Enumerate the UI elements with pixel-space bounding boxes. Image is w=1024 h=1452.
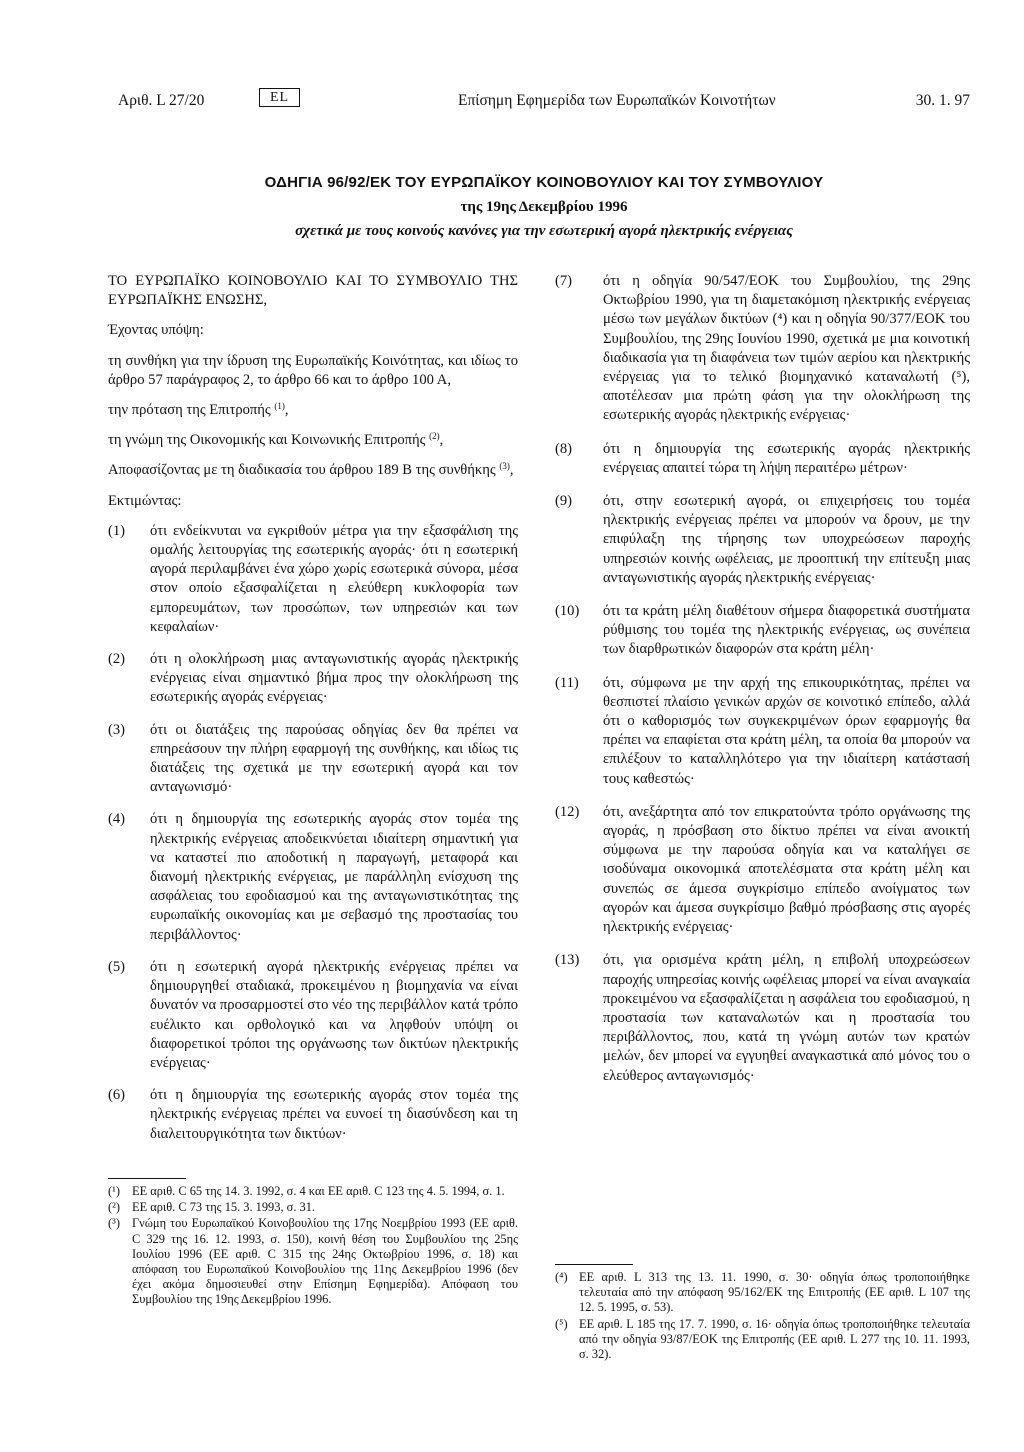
recital-number: (13) xyxy=(555,952,580,969)
recital xyxy=(555,602,970,660)
footnote-mark: (¹) xyxy=(108,1184,120,1198)
recital-number: (5) xyxy=(108,958,126,975)
recital xyxy=(555,272,970,426)
recital xyxy=(108,1086,518,1144)
recital-number: (11) xyxy=(555,674,579,691)
recital xyxy=(555,440,970,478)
recital xyxy=(108,958,518,1073)
recital-text: ότι, για ορισμένα κράτη μέλη, η επιβολή υποχρεώσεων παροχής υπηρεσίας κοινής ωφέλειας μπορεί να είναι αναγκαία προκειμένου να εξασφαλίζεται η ασφάλεια του εφοδιασμού, η προστασία των καταναλωτών και η προστασία του περιβάλλοντος, που, κατά τη γνώμη αυτών των κρατών μελών, δεν μπορεί να εγγυηθεί αναγκαστικά από μόνος του ο ελεύθερος ανταγωνισμός· xyxy=(603,952,970,1084)
footnote-text: Γνώμη του Ευρωπαϊκού Κοινοβουλίου της 17ης Νοεμβρίου 1993 (ΕΕ αριθ. C 329 της 16. 12. 1993, σ. 150), κοινή θέση του Συμβουλίου της 25ης Ιουλίου 1996 (ΕΕ αριθ. C 315 της 24ης Οκτωβρίου 1996, σ. 18) και απόφαση του Ευρωπαϊκού Κοινοβουλίου της 11ης Δεκεμβρίου 1996 (δεν έχει ακόμα δημοσιευθεί στην Επίσημη Εφημερίδα). Απόφαση του Συμβουλίου της 19ης Δεκεμβρίου 1996. xyxy=(132,1216,518,1307)
footnote xyxy=(555,1317,970,1363)
recital xyxy=(108,522,518,637)
footnote-ref: (1) xyxy=(274,401,285,412)
language-badge: EL xyxy=(259,88,300,107)
recital xyxy=(555,492,970,588)
footnote-ref: (3) xyxy=(499,461,510,472)
opinion-citation: τη γνώμη της Οικονομικής και Κοινωνικής Επιτροπής $^{(2)}$, xyxy=(108,431,444,449)
footnote xyxy=(555,1270,970,1316)
recital-text: ότι τα κράτη μέλη διαθέτουν σήμερα διαφορετικά συστήματα ρύθμισης του τομέα της ηλεκτρικής ενέργειας, ως συνέπεια των διαρθρωτικών διαφορών στα κράτη μέλη· xyxy=(603,603,970,658)
recital xyxy=(555,674,970,789)
page-header xyxy=(118,88,970,114)
journal-title: Επίσημη Εφημερίδα των Ευρωπαϊκών Κοινοτήτων xyxy=(458,92,776,109)
recital-text: ότι η εσωτερική αγορά ηλεκτρικής ενέργειας πρέπει να δημιουργηθεί σταδιακά, προκειμένου η βιομηχανία να είναι δυνατόν να προσαρμοστεί στο νέο της περιβάλλον κατά τρόπο ευέλικτο και ορθολογικό και να ληφθούν υπόψη οι διαφορετικοί τρόποι της οργάνωσης των δικτύων ηλεκτρικής ενέργειας· xyxy=(150,958,518,1071)
recital-number: (9) xyxy=(555,493,573,510)
directive-subject: σχετικά με τους κοινούς κανόνες για την εσωτερική αγορά ηλεκτρικής ενέργειας xyxy=(295,223,793,239)
recital-text: ότι η ολοκλήρωση μιας ανταγωνιστικής αγοράς ηλεκτρικής ενέργειας είναι σημαντικό βήμα προς την ολοκλήρωση της εσωτερικής αγοράς ενέργειας· xyxy=(150,651,518,706)
footnote-divider xyxy=(555,1264,633,1265)
footnote-text: ΕΕ αριθ. C 65 της 14. 3. 1992, σ. 4 και ΕΕ αριθ. C 123 της 4. 5. 1994, σ. 1. xyxy=(132,1184,505,1198)
procedure-text: Αποφασίζοντας με τη διαδικασία του άρθρου 189 Β της συνθήκης xyxy=(108,462,496,479)
directive-title xyxy=(118,174,970,240)
recital-text: ότι ενδείκνυται να εγκριθούν μέτρα για την εξασφάλιση της ομαλής λειτουργίας της εσωτερικής αγοράς· ότι η εσωτερική αγορά περιλαμβάνει ένα χώρο χωρίς εσωτερικά σύνορα, μέσα στον οποίο εξασφαλίζεται η ελεύθερη κυκλοφορία των εμπορευμάτων, των προσώπων, των υπηρεσιών και των κεφαλαίων· xyxy=(150,522,518,635)
recital-text: ότι η οδηγία 90/547/ΕΟΚ του Συμβουλίου, της 29ης Οκτωβρίου 1990, για τη διαμετακόμιση ηλεκτρικής ενέργειας μέσω των μεγάλων δικτύων (⁴) και η οδηγία 90/377/ΕΟΚ του Συμβουλίου, της 29ης Ιουνίου 1990, σχετικά με μια κοινοτική διαδικασία για τη διαφάνεια των τιμών αερίου και ηλεκτρικής ενέργειας για το τελικό βιομηχανικό καταναλωτή (⁵), αποτέλεσαν μια πρώτη φάση για την ολοκλήρωση της εσωτερικής αγοράς ηλεκτρικής ενέργειας· xyxy=(603,273,970,424)
procedure-citation: Αποφασίζοντας με τη διαδικασία του άρθρου 189 Β της συνθήκης $^{(3)}$, xyxy=(108,461,514,479)
recital-text: ότι οι διατάξεις της παρούσας οδηγίας δεν θα πρέπει να επηρεάσουν την πλήρη εφαρμογή της συνθήκης, και ιδίως τις διατάξεις της σχετικά με την εσωτερική αγορά και τον ανταγωνισμό· xyxy=(150,721,518,796)
footnote-mark: (²) xyxy=(108,1200,120,1215)
having-regard: Έχοντας υπόψη: xyxy=(108,322,204,339)
recital-number: (6) xyxy=(108,1087,126,1104)
footnote-divider xyxy=(108,1178,186,1179)
directive-name: ΟΔΗΓΙΑ 96/92/ΕΚ ΤΟΥ ΕΥΡΩΠΑΪΚΟΥ ΚΟΙΝΟΒΟΥΛΙΟΥ ΚΑΙ ΤΟΥ ΣΥΜΒΟΥΛΙΟΥ xyxy=(264,174,824,191)
footnote-text: ΕΕ αριθ. L 185 της 17. 7. 1990, σ. 16· οδηγία όπως τροποποιήθηκε τελευταία από την οδηγία 93/87/ΕΟΚ της Επιτροπής (ΕΕ αριθ. L 277 της 10. 11. 1993, σ. 32). xyxy=(579,1316,970,1362)
recital-text: ότι, στην εσωτερική αγορά, οι επιχειρήσεις του τομέα ηλεκτρικής ενέργειας πρέπει να μπορούν να δρουν, με την επιφύλαξη της τήρησης των υποχρεώσεων παροχής υπηρεσιών κοινής ωφέλειας, με προοπτική την επίτευξη μιας ανταγωνιστικής αγοράς ηλεκτρικής ενέργειας· xyxy=(603,493,970,586)
footnote-ref: (2) xyxy=(429,431,440,442)
footnote-mark: (⁵) xyxy=(555,1316,568,1331)
left-column xyxy=(108,272,518,1157)
footnote-mark: (⁴) xyxy=(555,1270,568,1284)
recital-text: ότι η δημιουργία της εσωτερικής αγοράς ηλεκτρικής ενέργειας απαιτεί τώρα τη λήψη περαιτέρω μέτρων· xyxy=(603,440,970,476)
proposal-citation: την πρόταση της Επιτροπής $^{(1)}$, xyxy=(108,401,289,419)
recital-text: ότι η δημιουργία της εσωτερικής αγοράς στον τομέα της ηλεκτρικής ενέργειας αποδεικνύεται ιδιαίτερη σημαντική για να καταστεί πιο αποδοτική η παραγωγή, μεταφορά και διανομή ηλεκτρικής ενέργειας, με παράλληλη ενίσχυση της ασφάλειας του εφοδιασμού και της ανταγωνιστικότητας της ευρωπαϊκής οικονομίας και με σεβασμό της προστασίας του περιβάλλοντος· xyxy=(150,811,518,943)
recital xyxy=(555,803,970,937)
treaty-citation: τη συνθήκη για την ίδρυση της Ευρωπαϊκής Κοινότητας, και ιδίως το άρθρο 57 παράγραφος 2, το άρθρο 66 και το άρθρο 100 Α, xyxy=(108,352,518,388)
footnote-text: ΕΕ αριθ. L 313 της 13. 11. 1990, σ. 30· οδηγία όπως τροποποιήθηκε τελευταία από την απόφαση 95/162/ΕΚ της Επιτροπής (ΕΕ αριθ. L 107 της 12. 5. 1995, σ. 53). xyxy=(579,1270,970,1315)
footnote xyxy=(108,1184,518,1199)
recital-number: (1) xyxy=(108,522,126,539)
recital-number: (4) xyxy=(108,811,126,828)
recital-number: (10) xyxy=(555,603,580,620)
footnotes-right xyxy=(555,1270,970,1363)
recital-text: ότι, ανεξάρτητα από τον επικρατούντα τρόπο οργάνωσης της αγοράς, η πρόσβαση στο δίκτυο πρέπει να είναι ανοικτή σύμφωνα με την παρούσα οδηγία και να καταλήγει σε ισοδύναμα οικονομικά αποτελέσματα στα κράτη μέλη και συνεπώς σε άμεσα συγκρίσιμο επίπεδο ανοίγματος των αγορών και άμεσα συγκρίσιμο βαθμό πρόσβασης στις αγορές ηλεκτρικής ενέργειας· xyxy=(603,803,970,936)
directive-date: της 19ης Δεκεμβρίου 1996 xyxy=(460,199,628,215)
recital-number: (2) xyxy=(108,651,126,668)
footnotes-left xyxy=(108,1184,518,1309)
recital-number: (12) xyxy=(555,803,580,820)
recital xyxy=(108,810,518,944)
publication-date: 30. 1. 97 xyxy=(915,92,970,109)
footnote xyxy=(108,1200,518,1215)
recital xyxy=(108,650,518,708)
opinion-text: τη γνώμη της Οικονομικής και Κοινωνικής Επιτροπής xyxy=(108,432,426,449)
recital-number: (8) xyxy=(555,440,573,457)
footnote-text: ΕΕ αριθ. C 73 της 15. 3. 1993, σ. 31. xyxy=(132,1200,316,1215)
recital-number: (7) xyxy=(555,273,573,289)
enacting-authority: ΤΟ ΕΥΡΩΠΑΪΚΟ ΚΟΙΝΟΒΟΥΛΙΟ ΚΑΙ ΤΟ ΣΥΜΒΟΥΛΙΟ ΤΗΣ ΕΥΡΩΠΑΪΚΗΣ ΕΝΩΣΗΣ, xyxy=(108,273,518,309)
page-reference: Αριθ. L 27/20 xyxy=(118,92,205,109)
recital-text: ότι, σύμφωνα με την αρχή της επικουρικότητας, πρέπει να θεσπιστεί πλαίσιο γενικών αρχών σε κοινοτικό επίπεδο, αλλά ότι ο καθορισμός των συγκεκριμένων όρων εφαρμογής θα πρέπει να επαφίεται στα κράτη μέλη, τα οποία θα μπορούν να επιλέξουν το καταλληλότερο για την ιδιαίτερη κατάστασή τους καθεστώς· xyxy=(603,674,970,787)
recital xyxy=(555,951,970,1085)
proposal-text: την πρόταση της Επιτροπής xyxy=(108,402,271,419)
recital xyxy=(108,721,518,798)
recital-number: (3) xyxy=(108,721,126,738)
footnote xyxy=(108,1216,518,1307)
footnote-mark: (³) xyxy=(108,1216,120,1231)
recital-text: ότι η δημιουργία της εσωτερικής αγοράς στον τομέα της ηλεκτρικής ενέργειας πρέπει να ευνοεί τη διασύνδεση και τη διαλειτουργικότητα των δικτύων· xyxy=(150,1087,518,1142)
whereas-heading: Εκτιμώντας: xyxy=(108,492,182,509)
right-column xyxy=(555,272,970,1099)
